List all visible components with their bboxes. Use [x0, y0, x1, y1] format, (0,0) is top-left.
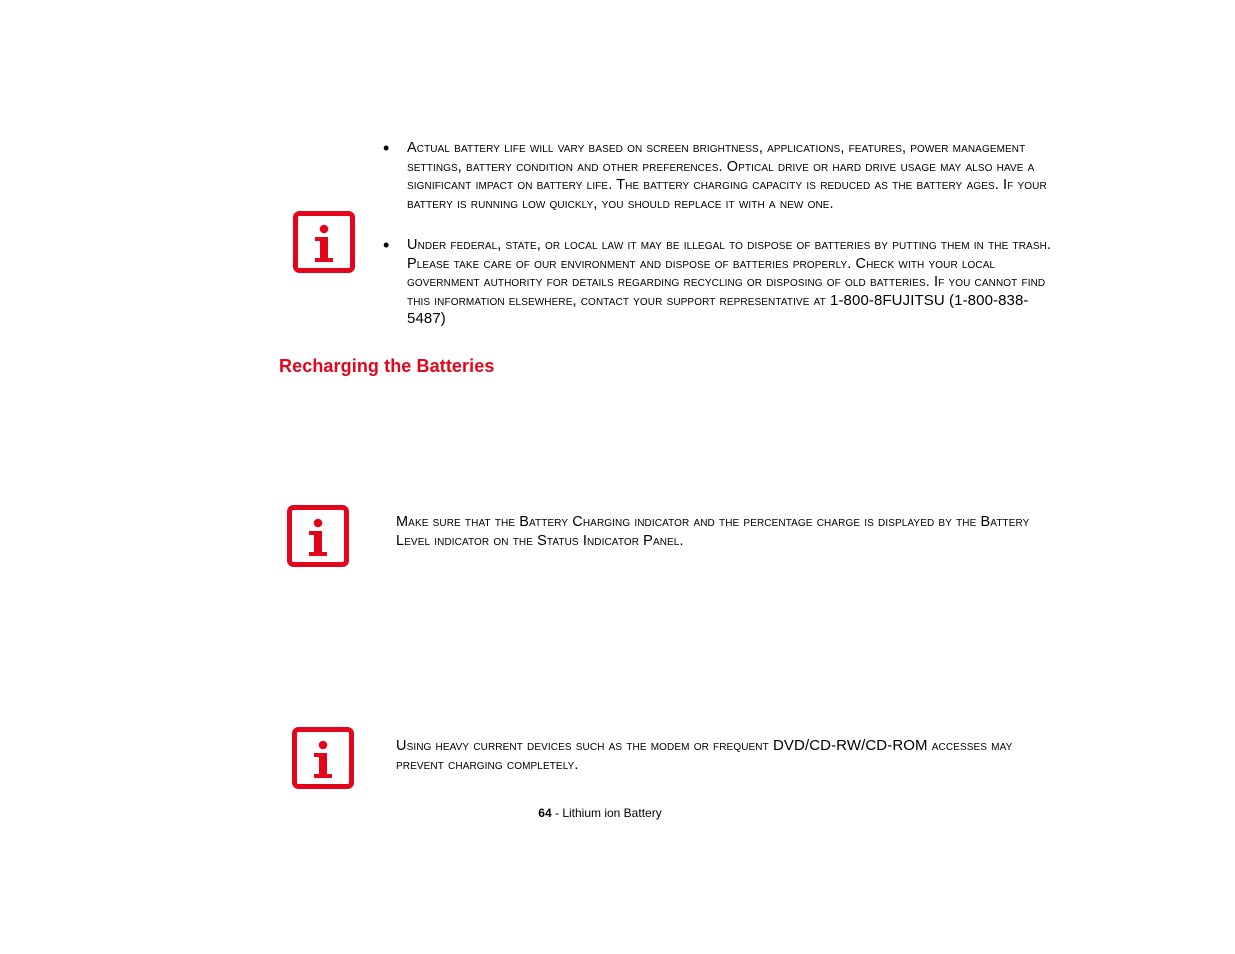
info-icon — [293, 211, 355, 273]
bullet-text: Under federal, state, or local law it may be illegal to dispose of batteries by putting them in the trash. Please take care of our environment and dispose of batteries properly. Check with your local government authority for details regarding recycling or disposing of old batteries. If you cannot find this information elsewhere, contact your support representative at — [407, 237, 1052, 309]
bullet-marker: • — [383, 138, 390, 158]
note-text-before: Using heavy current devices such as the modem or frequent — [396, 738, 769, 754]
footer-title: Lithium ion Battery — [562, 806, 662, 820]
bullet-text-wrapper — [407, 236, 1055, 329]
bullet-item-disposal — [383, 236, 1055, 329]
note-text-after: accesses may prevent charging completely. — [396, 738, 1013, 773]
bullet-marker: • — [383, 235, 390, 255]
support-phone: 1-800-8FUJITSU (1-800-838-5487) — [407, 291, 1029, 328]
info-icon-graphic — [287, 505, 349, 567]
info-icon-graphic — [292, 727, 354, 789]
page-number: 64 — [538, 806, 552, 820]
bullet-item-battery-life — [383, 139, 1055, 213]
page-footer — [0, 806, 1200, 820]
footer-separator: - — [551, 806, 563, 820]
note-heavy-current — [396, 736, 1056, 775]
section-heading: Recharging the Batteries — [279, 356, 495, 376]
note-charging-indicator: Make sure that the Battery Charging indicator and the percentage charge is displayed by the Battery Level indicator on the Status Indicator Panel. — [396, 514, 1030, 549]
device-names: DVD/CD-RW/CD-ROM — [772, 737, 928, 754]
info-icon — [287, 505, 349, 567]
info-icon-graphic — [293, 211, 355, 273]
bullet-text: Actual battery life will vary based on screen brightness, applications, features, power management settings, battery condition and other preferences. Optical drive or hard drive usage may also have a significant impact on battery life. The battery charging capacity is reduced as the battery ages. If your battery is running low quickly, you should replace it with a new one. — [407, 140, 1047, 212]
info-icon — [292, 727, 354, 789]
